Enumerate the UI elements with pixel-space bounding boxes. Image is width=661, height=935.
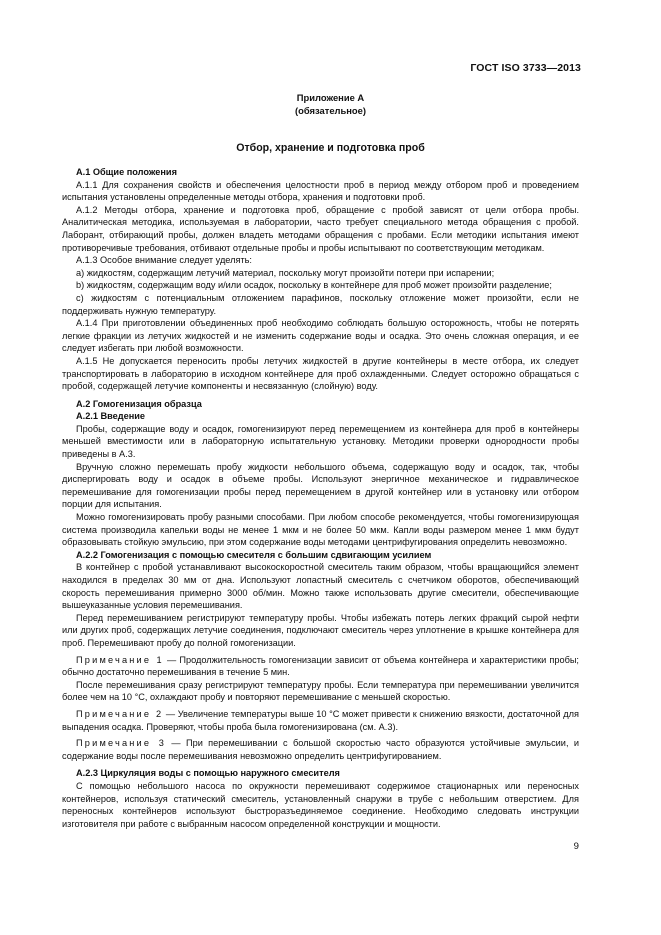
paragraph-a1-2: А.1.2 Методы отбора, хранение и подготовка проб, обращение с пробой зависят от цели отбора пробы. Аналитическая методика, используемая в лаборатории, часто требует специального метода обращения с пробой. Лаборант, отбирающий пробы, должен владеть методами обращения с пробами. Если методики испытания имеют противоречивые требования, отбивают отдельные пробы и пробы испытывают по соответствующим методикам.	[62, 204, 579, 253]
paragraph-a2-2-2: Перед перемешиванием регистрируют температуру пробы. Чтобы избежать потерь легких фракций сырой нефти или других проб, содержащих летучие соединения, подключают смеситель через уплотнение в крышке контейнера для проб. Перемешивают пробу до полной гомогенизации.	[62, 612, 579, 648]
note-2-text: — Увеличение температуры выше 10 °С может привести к снижению вязкости, достаточной для выпадения осадка. Проверяют, чтобы проба была гомогенизирована (см. А.3).	[62, 708, 579, 732]
note-2	[62, 708, 579, 733]
section-heading-a1: А.1 Общие положения	[76, 167, 177, 177]
note-3	[62, 737, 579, 762]
note-3-label: Примечание 3	[76, 738, 167, 749]
document-title: Отбор, хранение и подготовка проб	[236, 142, 425, 154]
document-body	[62, 166, 579, 830]
paragraph-a2-2-1: В контейнер с пробой устанавливают высокоскоростной смеситель таким образом, чтобы вращающийся элемент находился в пределах 30 мм от дна. Используют лопастный смеситель с счетчиком оборотов, обеспечивающий скорость перемешивания примерно 3000 об/мин. Можно также использовать другие смесители, обеспечивающие вышеуказанные условия перемешивания.	[62, 562, 579, 611]
paragraph-a2-3-1: С помощью небольшого насоса по окружности перемешивают содержимое стационарных или переносных контейнеров, используя статический смеситель, установленный снаружи в трубе с небольшим отверстием. Для переносных контейнеров используют быстроразъединяемое соединение. Необходимо следовать инструкции изготовителя при работе с выбранным насосом определенной конструкции и мощности.	[62, 780, 579, 829]
note-1-label: Примечание 1	[76, 654, 164, 665]
subsection-heading-a2-1: А.2.1 Введение	[76, 411, 146, 422]
section-heading-a2: А.2 Гомогенизация образца	[76, 398, 202, 409]
paragraph-a2-2-3: После перемешивания сразу регистрируют температуру пробы. Если температура при перемешивании увеличится более чем на 10 °С, охлаждают пробу и повторяют перемешивание с меньшей скоростью.	[62, 679, 579, 703]
paragraph-a1-3: А.1.3 Особое внимание следует уделять:	[76, 255, 252, 266]
list-item-a: а) жидкостям, содержащим летучий материал, поскольку могут произойти потери при испарении;	[76, 267, 495, 278]
note-2-label: Примечание 2	[76, 708, 164, 719]
standard-header: ГОСТ ISO 3733—2013	[470, 62, 581, 74]
paragraph-a2-1-2: Вручную сложно перемешать пробу жидкости небольшого объема, содержащую воду и осадок, так, чтобы диспергировать воду и осадок в объеме пробы. Используют энергичное механическое и гидравлическое перемешивание для гомогенизации пробы перед перемещением в другой контейнер или в установку или отбором порции для испытания.	[62, 461, 579, 510]
paragraph-a1-1: А.1.1 Для сохранения свойств и обеспечения целостности проб в период между отбором проб и проведением испытания установлены определенные методы отбора, хранения и подготовки проб.	[62, 179, 579, 203]
paragraph-a2-1-1: Пробы, содержащие воду и осадок, гомогенизируют перед перемещением из контейнера для проб в контейнеры меньшей вместимости или в лабораторную испытательную установку. Методики проверки однородности пробы приведены в А.3.	[62, 423, 579, 460]
note-3-text: — При перемешивании с большой скоростью часто образуются устойчивые эмульсии, и содержание воды после перемешивания невозможно определить центрифугированием.	[62, 738, 579, 761]
list-item-c: с) жидкостям с потенциальным отложением парафинов, поскольку отложение может произойти, если не поддерживать нужную температуру.	[62, 292, 579, 316]
paragraph-a1-4: А.1.4 При приготовлении объединенных проб необходимо соблюдать большую осторожность, чтобы не потерять легкие фракции из летучих жидкостей и не изменить содержание воды и осадка. Это очень сложная операция, и ее следует избегать при любой возможности.	[62, 318, 579, 354]
list-item-b: b) жидкостям, содержащим воду и/или осадок, поскольку в контейнере для проб может произойти разделение;	[76, 280, 552, 291]
note-1	[62, 654, 579, 679]
paragraph-a1-5: А.1.5 Не допускается переносить пробы летучих жидкостей в другие контейнеры в месте отбора, их следует транспортировать в лабораторию в исходном контейнере для проб охлажденными. Следует осторожно обращаться с пробой, содержащей летучие компоненты и несвязанную (слойную) воду.	[62, 355, 579, 392]
appendix-subtitle: (обязательное)	[295, 105, 366, 116]
note-1-text: — Продолжительность гомогенизации зависит от объема контейнера и характеристики пробы; обычно достаточно перемешивания в течение 5 мин.	[62, 654, 579, 678]
appendix-title: Приложение А	[296, 92, 365, 103]
appendix-heading	[0, 91, 661, 117]
paragraph-a2-1-3: Можно гомогенизировать пробу разными способами. При любом способе рекомендуется, чтобы гомогенизирующая система производила капельки воды не менее 1 мкм и не более 50 мкм. Капли воды размером менее 1 мкм будут образовывать стойкую эмульсию, при этом содержание воды методами центрифугирования определить невозможно.	[62, 512, 579, 548]
subsection-heading-a2-2: А.2.2 Гомогенизация с помощью смесителя с большим сдвигающим усилием	[76, 549, 432, 560]
subsection-heading-a2-3: А.2.3 Циркуляция воды с помощью наружного смесителя	[76, 768, 340, 779]
page-number: 9	[573, 841, 579, 852]
